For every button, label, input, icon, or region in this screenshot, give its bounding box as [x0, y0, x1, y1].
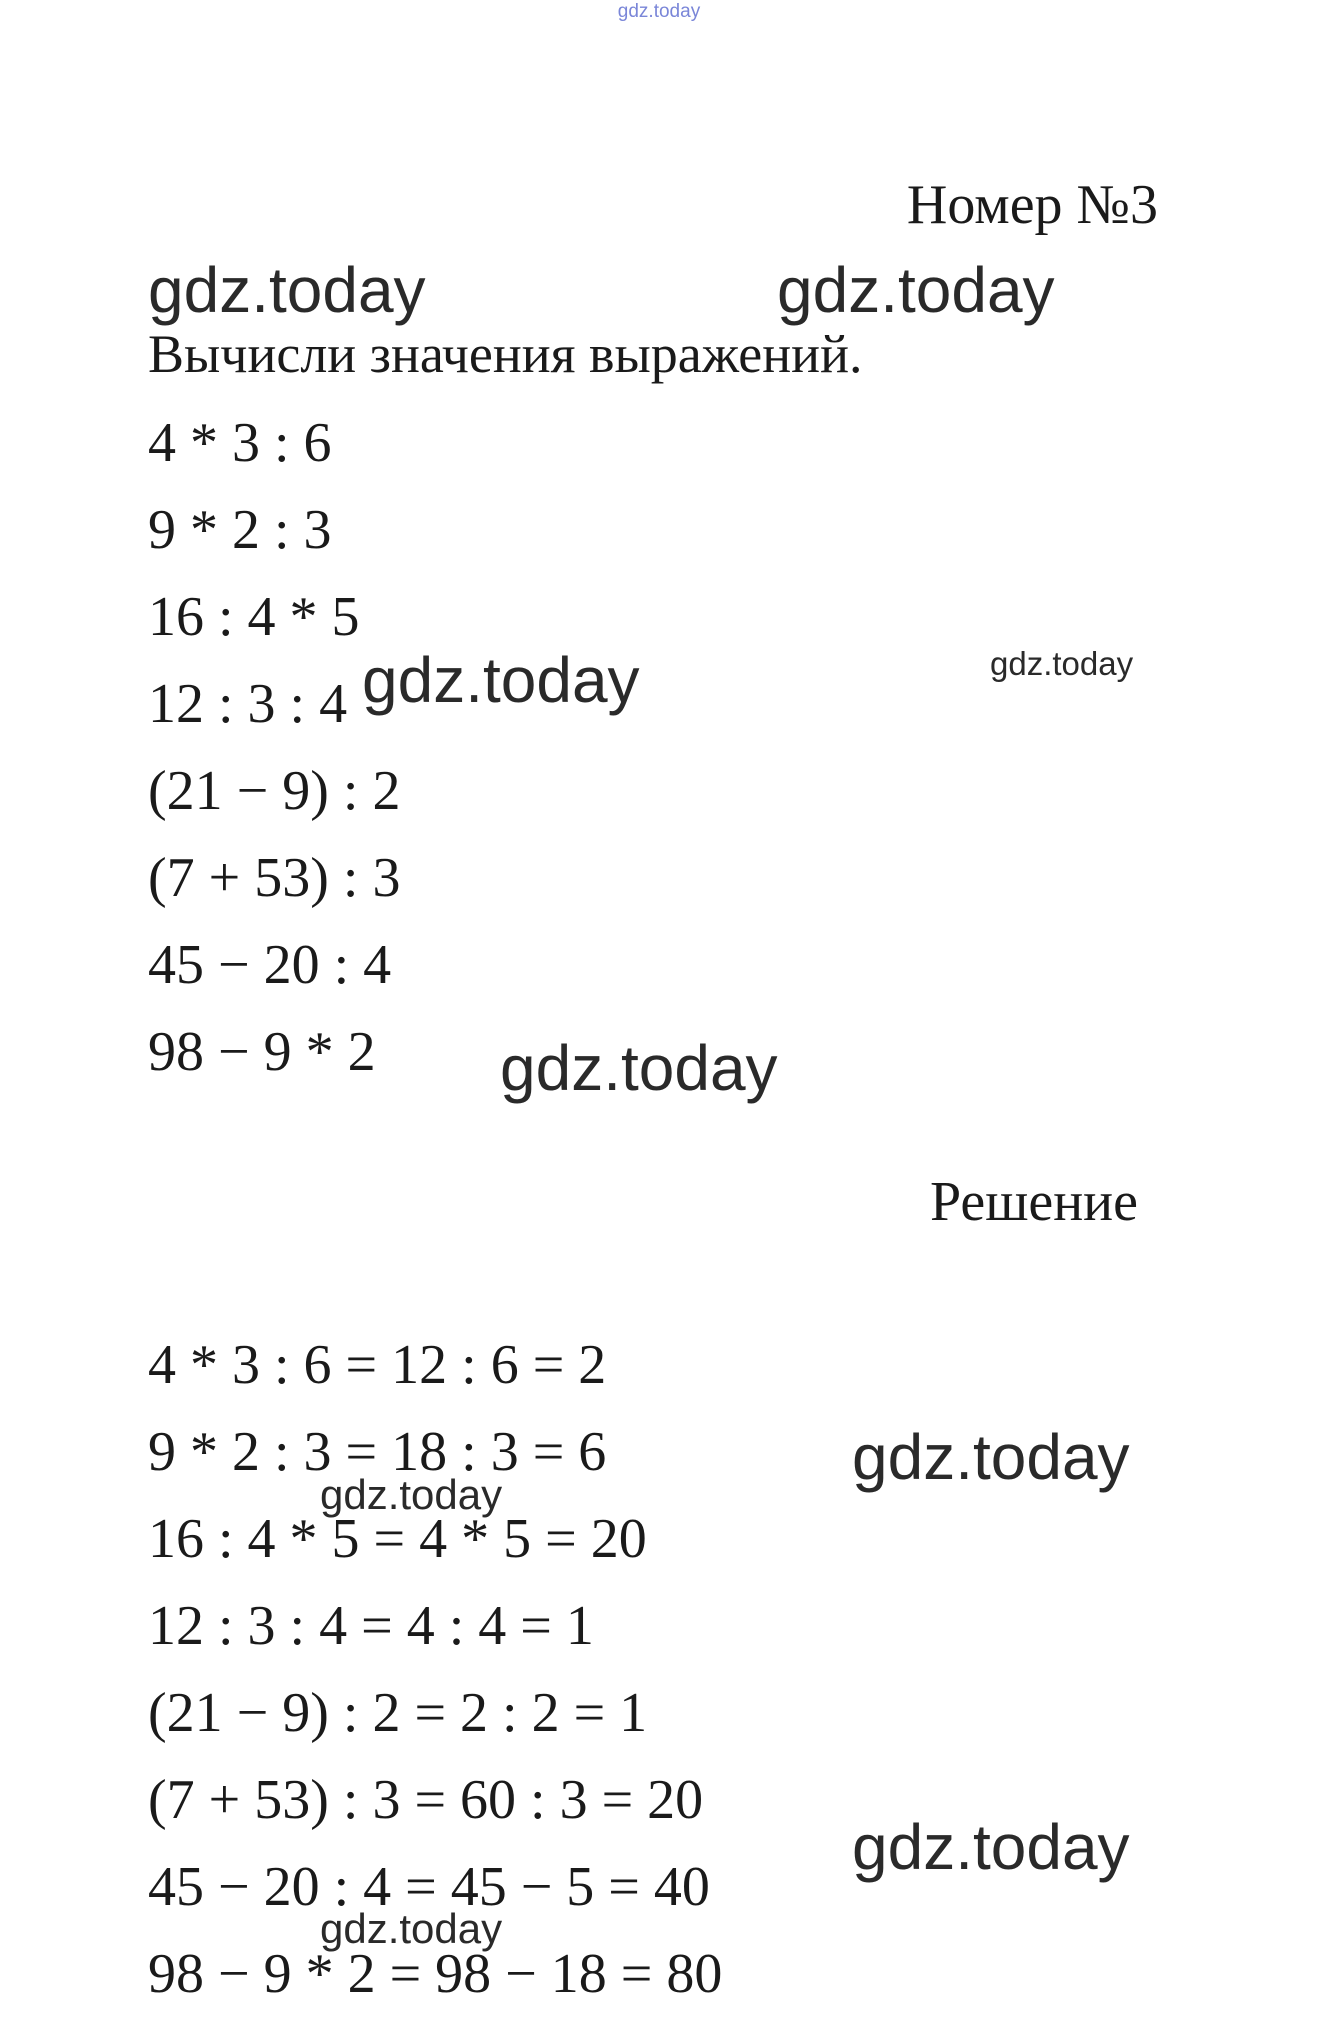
answer-line: (7 + 53) : 3 = 60 : 3 = 20 [148, 1769, 704, 1831]
task-expression: 12 : 3 : 4 [148, 673, 348, 735]
task-expression: (7 + 53) : 3 [148, 847, 401, 909]
task-expression: 98 − 9 * 2 [148, 1021, 376, 1083]
watermark-text: gdz.today [500, 1032, 778, 1104]
task-expression: 45 − 20 : 4 [148, 934, 392, 996]
watermark-text: gdz.today [320, 1905, 503, 1952]
answer-line: 9 * 2 : 3 = 18 : 3 = 6 [148, 1421, 607, 1483]
problem-prompt: Вычисли значения выражений. [148, 324, 863, 384]
answer-line: 4 * 3 : 6 = 12 : 6 = 2 [148, 1334, 607, 1396]
watermark-text: gdz.today [320, 1471, 503, 1518]
answer-line: (21 − 9) : 2 = 2 : 2 = 1 [148, 1682, 648, 1744]
top-watermark: gdz.today [617, 1, 701, 22]
answer-line: 16 : 4 * 5 = 4 * 5 = 20 [148, 1508, 647, 1570]
answer-line: 45 − 20 : 4 = 45 − 5 = 40 [148, 1856, 710, 1918]
watermark-text: gdz.today [852, 1421, 1130, 1493]
task-expression: (21 − 9) : 2 [148, 760, 401, 822]
watermark-text: gdz.today [990, 645, 1134, 682]
answer-line: 98 − 9 * 2 = 98 − 18 = 80 [148, 1943, 723, 2005]
task-expression: 9 * 2 : 3 [148, 499, 332, 561]
solution-title: Решение [929, 1171, 1138, 1233]
task-expression: 16 : 4 * 5 [148, 586, 360, 648]
answer-line: 12 : 3 : 4 = 4 : 4 = 1 [148, 1595, 594, 1657]
watermark-text: gdz.today [148, 254, 426, 326]
task-expression: 4 * 3 : 6 [148, 412, 332, 474]
watermark-text: gdz.today [852, 1811, 1130, 1883]
problem-title: Номер №3 [906, 174, 1158, 236]
task-list [148, 400, 400, 1096]
watermark-text: gdz.today [777, 254, 1055, 326]
watermark-text: gdz.today [362, 644, 640, 716]
